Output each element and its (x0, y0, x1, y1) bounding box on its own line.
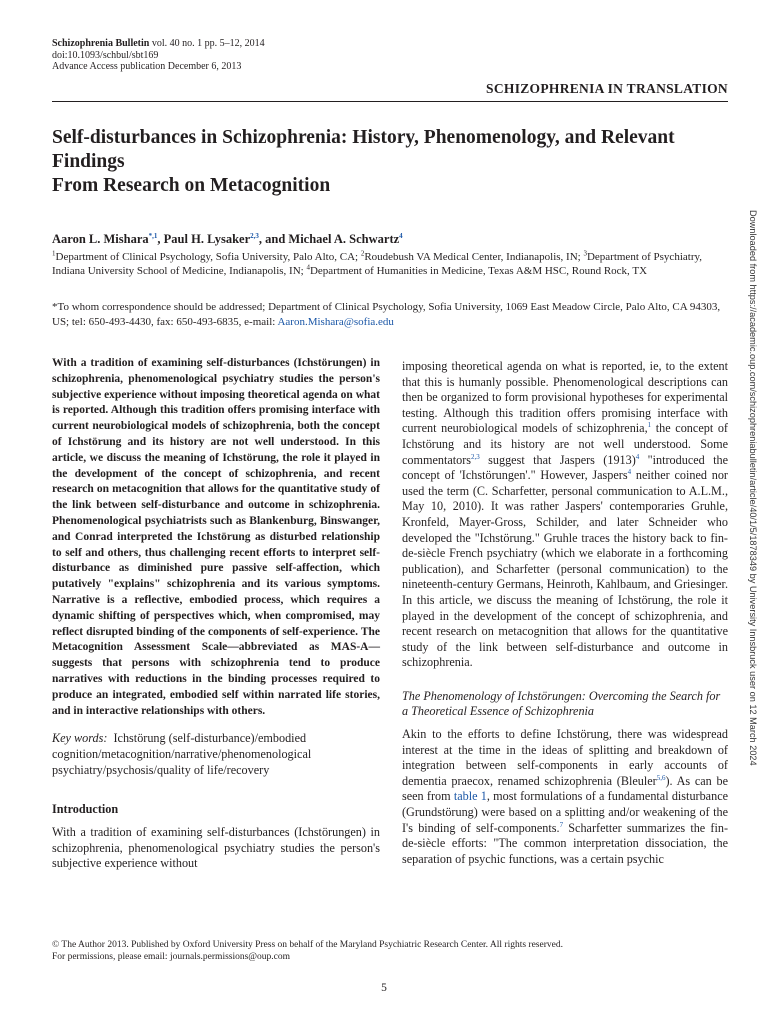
text-span: Scharfetter summarizes the fin-de-siècle efforts: "The common interpretation dissociation, the separation of psychic functions, was a certain psychic (402, 820, 729, 866)
affil-marker: 4 (306, 262, 310, 271)
affiliation-4: Department of Humanities in Medicine, Texas A&M HSC, Round Rock, TX (309, 264, 648, 277)
affil-marker: 3 (583, 249, 587, 258)
citation-ref[interactable]: 2,3 (471, 452, 480, 461)
author-3: Michael A. Schwartz (288, 232, 400, 246)
author-1-affil-ref[interactable]: *,1 (148, 231, 158, 240)
title-line-1: Self-disturbances in Schizophrenia: History, Phenomenology, and Relevant Findings (52, 127, 675, 172)
introduction-heading: Introduction (52, 802, 119, 817)
text-span: imposing theoretical agenda on what is reported, ie, to the extent that this is humanly possible. Phenomenological descriptions can then be organized to form provisional hypotheses for experimental testing. Although this tradition offers promising interface with current neurobiological models of schizophrenia, (402, 359, 728, 436)
section-tag: SCHIZOPHRENIA IN TRANSLATION (486, 81, 728, 96)
permissions-line: For permissions, please email: journals.permissions@oup.com (52, 952, 291, 962)
download-watermark: Downloaded from https://academic.oup.com/schizophreniabulletin/article/40/1/5/1878349 by University Innsbruck user on 12 March 2024 (748, 210, 758, 766)
advance-access: Advance Access publication December 6, 2013 (52, 61, 242, 73)
author-2: Paul H. Lysaker (163, 232, 251, 246)
affil-marker: 1 (52, 249, 56, 258)
author-separator: , and (258, 232, 289, 246)
author-2-affil-ref[interactable]: 2,3 (250, 231, 259, 240)
affiliation-2: Roudebush VA Medical Center, Indianapolis, IN; (364, 251, 584, 263)
citation-ref[interactable]: 1 (647, 421, 652, 430)
affiliation-1: Department of Clinical Psychology, Sofia University, Palo Alto, CA; (55, 251, 361, 263)
abstract: With a tradition of examining self-disturbances (Ichstörungen) in schizophrenia, phenomenological psychiatry studies the person's subjective experience without imposing theoretical agenda on what is reported. Although this tradition offers promising interface with current neurobiological models of schizophrenia, both the concept of Ichstörung and its history are not well understood. In this article, we discuss the meaning of Ichstörung, the role it played in the development of the concept of schizophrenia, and recent research on metacognition that allows for the quantitative study of the link between self-disturbance and outcome in schizophrenia. Phenomenological psychiatrists such as Blankenburg, Binswanger, and Conrad interpreted the Ichstörung as disturbed relationship to self and others, thus challenging recent efforts to interpret self-disturbance as diminished pure passive self-affection, which putatively "explains" schizophrenia and its various symptoms. Narrative is a reflective, embodied process, which requires a dynamic shifting of perspectives which, when compromised, may reflect disrupted binding of the components of self-experience. The Metacognition Assessment Scale—abbreviated as MAS-A—suggests that persons with schizophrenia tend to produce narratives with reductions in the binding processes required to produce an integrated, embodied self within narrated life stories, and in interactive relationships with others. (52, 357, 380, 717)
author-list (52, 232, 403, 247)
paragraph-2 (402, 727, 728, 867)
author-separator: , (157, 232, 164, 246)
keywords-list: Ichstörung (self-disturbance)/embodied cognition/metacognition/narrative/phenomenological psychiatry/psychosis/quality of life/recovery (52, 731, 312, 777)
volume-info: vol. 40 no. 1 pp. 5–12, 2014 (151, 38, 265, 49)
citation-ref[interactable]: 4 (627, 468, 632, 477)
title-line-2: From Research on Metacognition (52, 175, 331, 196)
keywords-label: Key words: (52, 731, 108, 746)
correspondence (52, 300, 730, 329)
text-span: ). As can be seen from (402, 773, 728, 804)
journal-name: Schizophrenia Bulletin (52, 38, 150, 49)
citation-ref[interactable]: 5,6 (656, 773, 666, 782)
affiliations (52, 251, 730, 278)
paragraph-1 (402, 359, 728, 671)
article-title (52, 126, 732, 198)
text-span: , most formulations of a fundamental disturbance (Grundstörung) were based on a splitting and/or weakening of the I's binding of self-components. (402, 789, 729, 835)
table-link[interactable]: table 1 (453, 789, 487, 804)
correspondence-text: *To whom correspondence should be addressed; Department of Clinical Psychology, Sofia University, 1069 East Meadow Circle, Palo Alto, CA 94303, US; tel: 650-493-4430, fax: 650-493-6835, e-mail: (52, 301, 721, 328)
text-span: "introduced the concept of 'Ichstörungen'." However, Jaspers (402, 452, 729, 483)
copyright-footer (52, 939, 563, 963)
text-span: Akin to the efforts to define Ichstörung, there was widespread interest at the time in the ideas of splitting and breakdown of integration between self-components in early accounts of dementia praecox, renamed schizophrenia (Bleuler (402, 727, 728, 788)
introduction-text: With a tradition of examining self-disturbances (Ichstörungen) in schizophrenia, phenomenological psychiatry studies the person's subjective experience without (52, 825, 380, 871)
email-link[interactable]: Aaron.Mishara@sofia.edu (277, 315, 394, 328)
citation-ref[interactable]: 7 (559, 820, 564, 829)
page-number: 5 (381, 982, 387, 994)
affiliation-3: Department of Psychiatry, Indiana University School of Medicine, Indianapolis, IN; (52, 251, 703, 277)
author-1: Aaron L. Mishara (52, 232, 149, 246)
right-column (402, 359, 728, 867)
left-column (52, 356, 380, 872)
author-3-affil-ref[interactable]: 4 (399, 231, 403, 240)
text-span: neither coined nor used the term (C. Scharfetter, personal communication to A.L.M., May 10, 2010). It was rather Jaspers' contemporaries Gruhle, Kronfeld, Mayer-Gross, Schilder, and later Schneider who developed the "Ichstörung." Gruhle traces the history back to fin-de-siècle French psychiatry (which we elaborate in a forthcoming publication), and Scharfetter (personal communication) to the nineteenth-century Germans, Heinroth, Kahlbaum, and Griesinger. In this article, we discuss the meaning of Ichstörung, the role it played in the development of the concept of schizophrenia, and recent research on metacognition that allows for the quantitative study of the link between self-disturbance and outcome in schizophrenia. (402, 468, 728, 670)
header-rule (52, 101, 728, 102)
journal-header (52, 38, 265, 73)
copyright-line: © The Author 2013. Published by Oxford University Press on behalf of the Maryland Psychiatric Research Center. All rights reserved. (52, 940, 563, 950)
citation-ref[interactable]: 4 (635, 452, 640, 461)
affil-marker: 2 (360, 249, 365, 258)
text-span: suggest that Jaspers (1913) (479, 452, 636, 467)
doi[interactable]: doi:10.1093/schbul/sbt169 (52, 49, 159, 61)
section-subheading: The Phenomenology of Ichstörungen: Overcoming the Search for a Theoretical Essence of Schizophrenia (402, 688, 721, 719)
text-span: the concept of Ichstörung and its history are not well understood. Some commentators (402, 421, 728, 467)
keywords (52, 731, 380, 778)
